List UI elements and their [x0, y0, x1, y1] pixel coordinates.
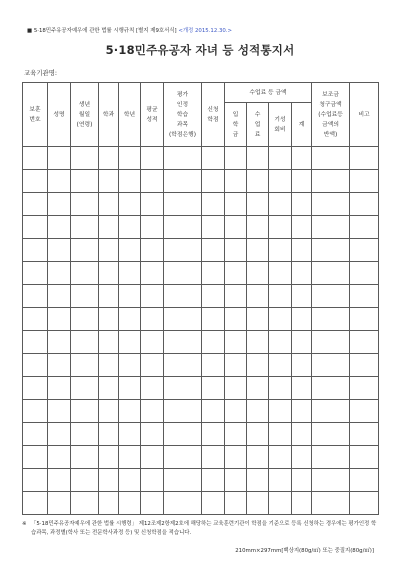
cell-applied-credits: [202, 354, 225, 377]
cell-support-fee: [269, 423, 292, 446]
cell-accredited-course: [164, 239, 202, 262]
header-name-label: 성명: [53, 111, 65, 118]
cell-support-fee: [269, 308, 292, 331]
cell-birth-date: [71, 239, 99, 262]
cell-average-grade: [141, 377, 164, 400]
cell-applied-credits: [202, 331, 225, 354]
cell-average-grade: [141, 262, 164, 285]
cell-department: [99, 492, 119, 515]
cell-department: [99, 354, 119, 377]
header-support-fee-label: 기성 회비: [274, 116, 286, 133]
cell-admission-fee: [225, 446, 247, 469]
table-row: [23, 147, 379, 170]
header-tuition-label: 수 업 료: [254, 111, 261, 138]
cell-birth-date: [71, 400, 99, 423]
cell-total: [292, 193, 312, 216]
cell-remarks: [350, 216, 379, 239]
cell-grade-year: [119, 377, 141, 400]
cell-grade-year: [119, 492, 141, 515]
cell-support-fee: [269, 492, 292, 515]
cell-subsidy-claim: [312, 193, 350, 216]
cell-admission-fee: [225, 193, 247, 216]
cell-average-grade: [141, 400, 164, 423]
cell-name: [48, 446, 71, 469]
cell-accredited-course: [164, 331, 202, 354]
cell-subsidy-claim: [312, 262, 350, 285]
cell-applied-credits: [202, 239, 225, 262]
cell-department: [99, 262, 119, 285]
cell-admission-fee: [225, 239, 247, 262]
cell-department: [99, 377, 119, 400]
header-applied-credits: [202, 83, 225, 147]
cell-department: [99, 331, 119, 354]
cell-support-fee: [269, 285, 292, 308]
cell-admission-fee: [225, 216, 247, 239]
table-row: [23, 469, 379, 492]
cell-veteran-number: [23, 308, 48, 331]
cell-veteran-number: [23, 170, 48, 193]
cell-applied-credits: [202, 308, 225, 331]
cell-department: [99, 423, 119, 446]
table-row: [23, 400, 379, 423]
cell-remarks: [350, 193, 379, 216]
cell-total: [292, 262, 312, 285]
cell-admission-fee: [225, 262, 247, 285]
cell-remarks: [350, 331, 379, 354]
cell-tuition: [247, 331, 269, 354]
cell-total: [292, 170, 312, 193]
cell-tuition: [247, 170, 269, 193]
cell-name: [48, 285, 71, 308]
cell-department: [99, 400, 119, 423]
cell-name: [48, 193, 71, 216]
table-body: [23, 147, 379, 515]
cell-total: [292, 469, 312, 492]
cell-subsidy-claim: [312, 377, 350, 400]
table-row: [23, 423, 379, 446]
cell-applied-credits: [202, 193, 225, 216]
cell-applied-credits: [202, 262, 225, 285]
cell-name: [48, 262, 71, 285]
cell-average-grade: [141, 147, 164, 170]
cell-tuition: [247, 400, 269, 423]
table-row: [23, 262, 379, 285]
institution-name-label: 교육기관명:: [24, 69, 58, 77]
cell-grade-year: [119, 216, 141, 239]
cell-veteran-number: [23, 331, 48, 354]
cell-remarks: [350, 469, 379, 492]
cell-tuition: [247, 354, 269, 377]
header-tuition: [247, 103, 269, 147]
header-veteran-number: [23, 83, 48, 147]
cell-average-grade: [141, 285, 164, 308]
cell-total: [292, 331, 312, 354]
law-name: 5·18민주유공자예우에 관한 법률 시행규칙: [33, 28, 135, 34]
cell-remarks: [350, 377, 379, 400]
cell-support-fee: [269, 262, 292, 285]
cell-birth-date: [71, 193, 99, 216]
cell-remarks: [350, 400, 379, 423]
cell-grade-year: [119, 469, 141, 492]
cell-admission-fee: [225, 423, 247, 446]
cell-grade-year: [119, 400, 141, 423]
table-row: [23, 446, 379, 469]
header-name: [48, 83, 71, 147]
cell-tuition: [247, 469, 269, 492]
cell-grade-year: [119, 193, 141, 216]
cell-department: [99, 446, 119, 469]
cell-birth-date: [71, 216, 99, 239]
table-row: [23, 216, 379, 239]
cell-tuition: [247, 492, 269, 515]
header-remarks-label: 비고: [358, 111, 370, 118]
cell-average-grade: [141, 308, 164, 331]
cell-support-fee: [269, 147, 292, 170]
cell-total: [292, 147, 312, 170]
cell-admission-fee: [225, 170, 247, 193]
cell-applied-credits: [202, 492, 225, 515]
cell-remarks: [350, 354, 379, 377]
cell-accredited-course: [164, 354, 202, 377]
header-tuition-group-label: 수업료 등 금액: [249, 89, 287, 96]
cell-applied-credits: [202, 400, 225, 423]
cell-admission-fee: [225, 400, 247, 423]
cell-accredited-course: [164, 216, 202, 239]
table-row: [23, 308, 379, 331]
cell-subsidy-claim: [312, 308, 350, 331]
cell-department: [99, 308, 119, 331]
cell-subsidy-claim: [312, 469, 350, 492]
cell-veteran-number: [23, 216, 48, 239]
cell-support-fee: [269, 377, 292, 400]
cell-support-fee: [269, 469, 292, 492]
cell-grade-year: [119, 331, 141, 354]
cell-tuition: [247, 423, 269, 446]
cell-remarks: [350, 285, 379, 308]
header-department: [99, 83, 119, 147]
table-row: [23, 193, 379, 216]
cell-accredited-course: [164, 492, 202, 515]
cell-tuition: [247, 216, 269, 239]
form-title: 5·18민주유공자 자녀 등 성적통지서: [105, 43, 295, 57]
header-admission-fee-label: 입 학 금: [232, 111, 239, 138]
cell-accredited-course: [164, 308, 202, 331]
header-total: [292, 103, 312, 147]
cell-grade-year: [119, 446, 141, 469]
cell-tuition: [247, 377, 269, 400]
cell-grade-year: [119, 147, 141, 170]
table-row: [23, 492, 379, 515]
cell-subsidy-claim: [312, 285, 350, 308]
cell-subsidy-claim: [312, 147, 350, 170]
table-row: [23, 354, 379, 377]
cell-birth-date: [71, 331, 99, 354]
cell-remarks: [350, 492, 379, 515]
cell-applied-credits: [202, 216, 225, 239]
cell-applied-credits: [202, 469, 225, 492]
cell-tuition: [247, 446, 269, 469]
cell-applied-credits: [202, 147, 225, 170]
header-grade-year: [119, 83, 141, 147]
cell-remarks: [350, 239, 379, 262]
cell-average-grade: [141, 239, 164, 262]
cell-birth-date: [71, 262, 99, 285]
cell-applied-credits: [202, 423, 225, 446]
cell-veteran-number: [23, 377, 48, 400]
cell-veteran-number: [23, 239, 48, 262]
cell-veteran-number: [23, 147, 48, 170]
cell-accredited-course: [164, 170, 202, 193]
header-accredited-course-label: 평가 인정 학습 과목 (학점은행): [169, 91, 196, 138]
square-bullet-icon: ■: [27, 28, 33, 34]
table-row: [23, 377, 379, 400]
header-birth-date-label: 생년 월일 (연령): [76, 101, 93, 128]
header-average-grade-label: 평균 성적: [146, 106, 158, 123]
cell-department: [99, 469, 119, 492]
cell-subsidy-claim: [312, 400, 350, 423]
header-birth-date: [71, 83, 99, 147]
cell-grade-year: [119, 308, 141, 331]
cell-total: [292, 492, 312, 515]
cell-grade-year: [119, 285, 141, 308]
cell-remarks: [350, 170, 379, 193]
cell-name: [48, 308, 71, 331]
cell-veteran-number: [23, 423, 48, 446]
cell-total: [292, 377, 312, 400]
form-number: [별지 제9호서식]: [136, 28, 177, 34]
cell-average-grade: [141, 446, 164, 469]
cell-accredited-course: [164, 193, 202, 216]
cell-accredited-course: [164, 400, 202, 423]
cell-tuition: [247, 193, 269, 216]
grade-table: [22, 82, 379, 515]
table-row: [23, 170, 379, 193]
cell-average-grade: [141, 492, 164, 515]
cell-admission-fee: [225, 354, 247, 377]
table-header: [23, 83, 379, 147]
cell-support-fee: [269, 216, 292, 239]
header-subsidy-claim: [312, 83, 350, 147]
cell-total: [292, 308, 312, 331]
cell-total: [292, 239, 312, 262]
cell-total: [292, 354, 312, 377]
cell-name: [48, 331, 71, 354]
cell-name: [48, 239, 71, 262]
cell-total: [292, 423, 312, 446]
cell-tuition: [247, 308, 269, 331]
cell-grade-year: [119, 423, 141, 446]
cell-remarks: [350, 446, 379, 469]
paper-spec: 210mm×297mm[백상지(80g/㎡) 또는 중질지(80g/㎡)]: [235, 548, 374, 554]
cell-subsidy-claim: [312, 331, 350, 354]
cell-tuition: [247, 262, 269, 285]
cell-total: [292, 400, 312, 423]
header-tuition-group: [225, 83, 312, 103]
cell-admission-fee: [225, 147, 247, 170]
cell-total: [292, 216, 312, 239]
cell-average-grade: [141, 469, 164, 492]
cell-birth-date: [71, 285, 99, 308]
cell-subsidy-claim: [312, 423, 350, 446]
cell-name: [48, 147, 71, 170]
cell-subsidy-claim: [312, 239, 350, 262]
cell-admission-fee: [225, 469, 247, 492]
cell-subsidy-claim: [312, 170, 350, 193]
cell-birth-date: [71, 147, 99, 170]
header-support-fee: [269, 103, 292, 147]
cell-name: [48, 400, 71, 423]
cell-accredited-course: [164, 147, 202, 170]
cell-accredited-course: [164, 469, 202, 492]
cell-admission-fee: [225, 308, 247, 331]
cell-birth-date: [71, 423, 99, 446]
cell-veteran-number: [23, 285, 48, 308]
cell-support-fee: [269, 193, 292, 216]
header-average-grade: [141, 83, 164, 147]
revision-date: <개정 2015.12.30.>: [178, 28, 233, 34]
cell-support-fee: [269, 331, 292, 354]
cell-admission-fee: [225, 377, 247, 400]
cell-grade-year: [119, 170, 141, 193]
cell-veteran-number: [23, 400, 48, 423]
header-applied-credits-label: 신청 학점: [207, 106, 219, 123]
cell-accredited-course: [164, 446, 202, 469]
cell-applied-credits: [202, 377, 225, 400]
cell-name: [48, 492, 71, 515]
cell-birth-date: [71, 469, 99, 492]
cell-department: [99, 193, 119, 216]
cell-name: [48, 377, 71, 400]
footnote: [22, 520, 378, 538]
cell-remarks: [350, 147, 379, 170]
cell-birth-date: [71, 308, 99, 331]
cell-accredited-course: [164, 377, 202, 400]
cell-subsidy-claim: [312, 216, 350, 239]
cell-grade-year: [119, 354, 141, 377]
cell-tuition: [247, 147, 269, 170]
cell-applied-credits: [202, 170, 225, 193]
cell-accredited-course: [164, 285, 202, 308]
cell-support-fee: [269, 400, 292, 423]
cell-total: [292, 446, 312, 469]
cell-applied-credits: [202, 446, 225, 469]
cell-average-grade: [141, 354, 164, 377]
header-veteran-number-label: 보훈 번호: [29, 106, 41, 123]
header-total-label: 계: [298, 121, 305, 128]
cell-tuition: [247, 285, 269, 308]
cell-average-grade: [141, 170, 164, 193]
header-department-label: 학과: [102, 111, 115, 118]
cell-support-fee: [269, 446, 292, 469]
table-row: [23, 239, 379, 262]
cell-average-grade: [141, 193, 164, 216]
cell-accredited-course: [164, 262, 202, 285]
header-admission-fee: [225, 103, 247, 147]
cell-name: [48, 170, 71, 193]
cell-veteran-number: [23, 193, 48, 216]
cell-admission-fee: [225, 331, 247, 354]
cell-admission-fee: [225, 285, 247, 308]
cell-remarks: [350, 262, 379, 285]
cell-veteran-number: [23, 469, 48, 492]
cell-average-grade: [141, 423, 164, 446]
cell-subsidy-claim: [312, 492, 350, 515]
cell-veteran-number: [23, 262, 48, 285]
reference-mark-icon: ※: [22, 521, 27, 527]
cell-support-fee: [269, 170, 292, 193]
cell-birth-date: [71, 492, 99, 515]
header-subsidy-claim-label: 보조금 청구금액 (수업료등 금액의 반액): [318, 91, 343, 138]
form-header-line: [27, 27, 232, 35]
cell-accredited-course: [164, 423, 202, 446]
header-accredited-course: [164, 83, 202, 147]
cell-veteran-number: [23, 446, 48, 469]
cell-birth-date: [71, 377, 99, 400]
cell-average-grade: [141, 216, 164, 239]
cell-applied-credits: [202, 285, 225, 308]
cell-name: [48, 469, 71, 492]
cell-department: [99, 147, 119, 170]
cell-department: [99, 285, 119, 308]
cell-department: [99, 216, 119, 239]
cell-admission-fee: [225, 492, 247, 515]
cell-name: [48, 216, 71, 239]
cell-subsidy-claim: [312, 354, 350, 377]
cell-birth-date: [71, 354, 99, 377]
table-row: [23, 331, 379, 354]
cell-department: [99, 239, 119, 262]
cell-total: [292, 285, 312, 308]
footnote-text: 「5·18민주유공자예우에 관한 법률 시행령」 제12조제2항제2호에 해당하는 교육훈련기관이 학점을 기준으로 등록 신청하는 경우에는 평가인정 학습과목, 과정별(학사 또는 전문학사과정 등) 및 신청학점을 적습니다.: [31, 521, 377, 536]
cell-name: [48, 354, 71, 377]
cell-birth-date: [71, 446, 99, 469]
cell-veteran-number: [23, 354, 48, 377]
table-row: [23, 285, 379, 308]
cell-veteran-number: [23, 492, 48, 515]
cell-support-fee: [269, 239, 292, 262]
cell-name: [48, 423, 71, 446]
cell-average-grade: [141, 331, 164, 354]
cell-remarks: [350, 308, 379, 331]
cell-support-fee: [269, 354, 292, 377]
cell-birth-date: [71, 170, 99, 193]
cell-tuition: [247, 239, 269, 262]
header-row: [23, 83, 379, 103]
cell-subsidy-claim: [312, 446, 350, 469]
cell-remarks: [350, 423, 379, 446]
cell-department: [99, 170, 119, 193]
cell-grade-year: [119, 262, 141, 285]
header-remarks: [350, 83, 379, 147]
cell-grade-year: [119, 239, 141, 262]
header-grade-year-label: 학년: [123, 111, 136, 118]
